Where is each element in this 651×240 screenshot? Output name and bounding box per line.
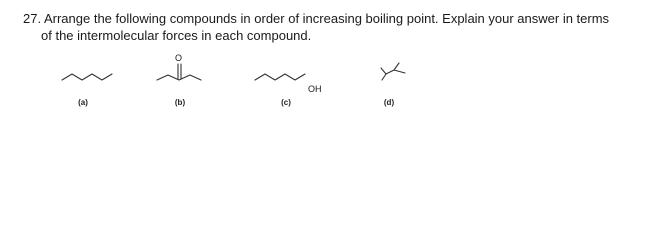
compound-b-label: (b)	[174, 98, 186, 107]
question-line-2: of the intermolecular forces in each compound.	[41, 28, 312, 43]
compound-c-hydroxyl-label: OH	[308, 84, 322, 94]
compound-c-structure	[255, 74, 305, 80]
compound-d-label: (d)	[383, 98, 395, 107]
compound-d-bond-2	[382, 74, 386, 80]
compound-b-oxygen-label: O	[175, 53, 183, 63]
compound-b-structure	[157, 75, 201, 80]
question-line-1: 27. Arrange the following compounds in order of increasing boiling point. Explain your answer in terms	[23, 11, 610, 26]
compound-a-structure	[62, 74, 112, 80]
compound-d-bond-4	[394, 63, 399, 70]
compound-a-label: (a)	[78, 98, 88, 107]
compound-d-bond-1	[381, 68, 386, 74]
compound-d-bond-5	[394, 70, 405, 73]
compound-c-label: (c)	[281, 98, 291, 107]
compound-d-bond-3	[386, 70, 394, 74]
